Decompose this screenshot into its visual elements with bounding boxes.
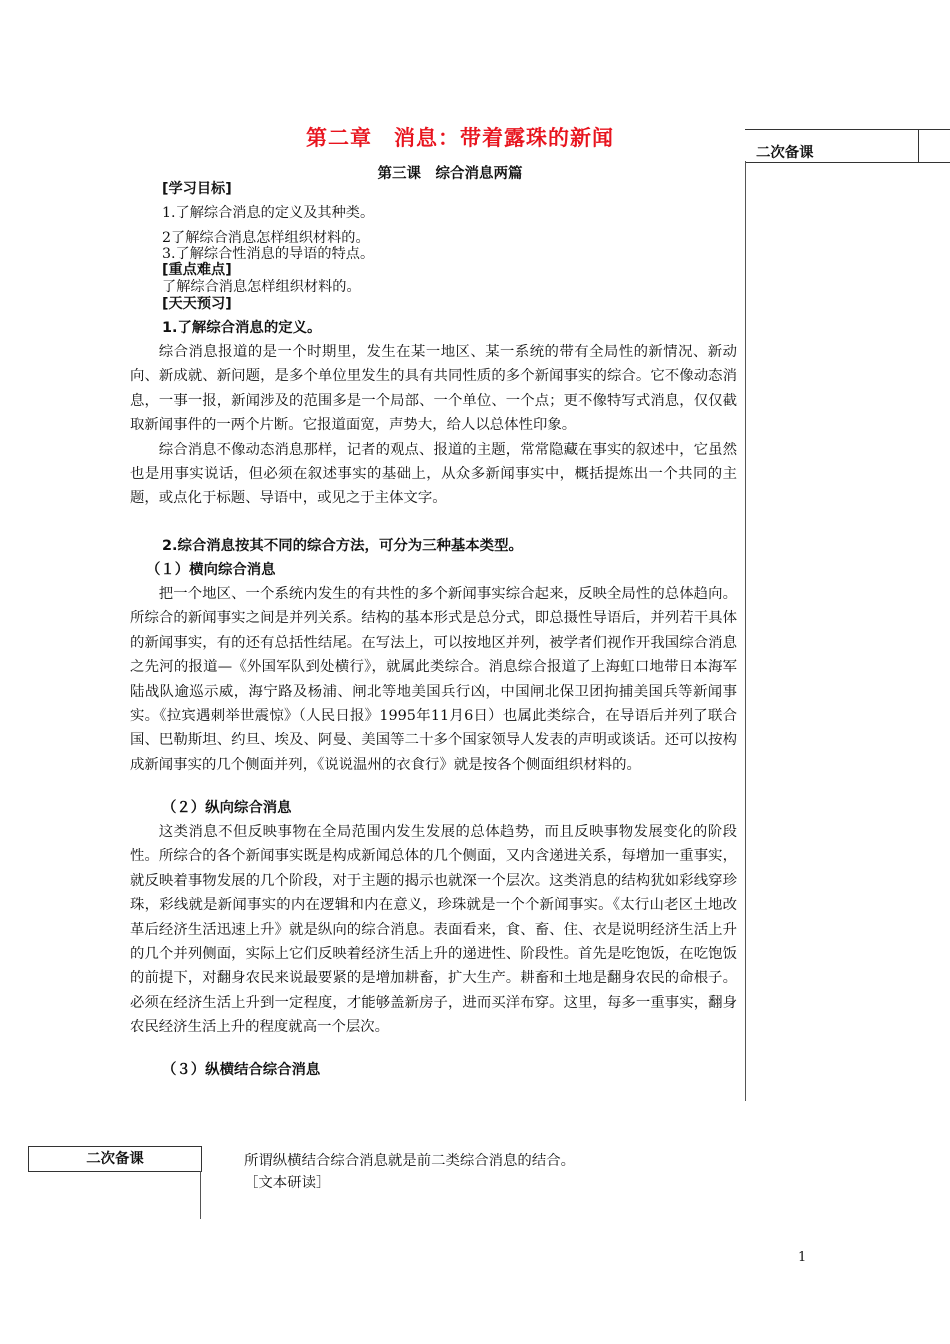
preview-item2-title: 2.综合消息按其不同的综合方法，可分为三种基本类型。 [162,538,523,554]
bottom-divider-line [200,1171,201,1219]
objective-item: 3.了解综合性消息的导语的特点。 [162,246,375,262]
objectives-heading: [学习目标] [162,181,232,197]
key-points-heading: [重点难点] [162,262,232,278]
type-title: （２）纵向综合消息 [162,800,292,816]
paragraph: 把一个地区、一个系统内发生的有共性的多个新闻事实综合起来，反映全局性的总体趋向。所综合的新闻事实之间是并列关系。结构的基本形式是总分式，即总摄性导语后，并列若干具体的新闻事实，有的还有总括性结尾。在写法上，可以按地区并列，被学者们视作开我国综合消息之先河的报道—《外国军队到处横行》，就属此类综合。消息综合报道了上海虹口地带日本海军陆战队逾巡示威，海宁路及杨浦、闸北等地美国兵行凶，中国闸北保卫团拘捕美国兵等新闻事实。《拉宾遇刺举世震惊》（人民日报》1995年11月6日）也属此类综合，在导语后并列了联合国、巴勒斯坦、约旦、埃及、阿曼、美国等二十多个国家领导人发表的声明或谈话。还可以按构成新闻事实的几个侧面并列，《说说温州的衣食行》就是按各个侧面组织材料的。 [130,586,737,773]
type-title: （３）纵横结合综合消息 [162,1062,321,1078]
type-body [130,582,737,777]
preview-heading: [天天预习] [162,296,232,312]
type-title: （１）横向综合消息 [146,562,276,578]
objective-item: 1.了解综合消息的定义及其种类。 [162,205,375,221]
paragraph: 这类消息不但反映事物在全局范围内发生发展的总体趋势，而且反映事物发展变化的阶段性。所综合的各个新闻事实既是构成新闻总体的几个侧面，又内含递进关系，每增加一重事实，就反映着事物发展的几个阶段，对于主题的揭示也就深一个层次。这类消息的结构犹如彩线穿珍珠，彩线就是新闻事实的内在逻辑和内在意义，珍珠就是一个个新闻事实。《太行山老区土地改革后经济生活迅速上升》就是纵向的综合消息。表面看来，食、畜、住、衣是说明经济生活上升的几个并列侧面，实际上它们反映着经济生活上升的递进性、阶段性。首先是吃饱饭，在吃饱饭的前提下，对翻身农民来说最要紧的是增加耕畜，扩大生产。耕畜和土地是翻身农民的命根子。必须在经济生活上升到一定程度，才能够盖新房子，进而买洋布穿。这里，每多一重事实，翻身农民经济生活上升的程度就高一个层次。 [130,824,737,1036]
margin-header-cell-extra [918,129,950,163]
paragraph: 综合消息报道的是一个时期里，发生在某一地区、某一系统的带有全局性的新情况、新动向、新成就、新问题，是多个单位里发生的具有共同性质的多个新闻事实的综合。它不像动态消息，一事一报，新闻涉及的范围多是一个局部、一个单位、一个点；更不像特写式消息，仅仅截取新闻事件的一两个片断。它报道面宽，声势大，给人以总体性印象。 [130,344,737,434]
paragraph: 综合消息不像动态消息那样，记者的观点、报道的主题，常常隐藏在事实的叙述中，它虽然也是用事实说话，但必须在叙述事实的基础上，从众多新闻事实中，概括提炼出一个共同的主题，或点化于标题、导语中，或见之于主体文字。 [130,441,737,507]
objective-item: 2了解综合消息怎样组织材料的。 [162,230,370,246]
chapter-title: 第二章 消息：带着露珠的新闻 [306,126,614,150]
page-number: 1 [798,1250,807,1265]
lesson-title: 第三课 综合消息两篇 [377,166,523,182]
margin-divider-line [745,161,746,1101]
preview-item1-body [130,340,737,511]
margin-label: 二次备课 [756,145,814,161]
bottom-margin-label: 二次备课 [28,1146,202,1172]
study-heading: ［文本研读］ [244,1175,331,1191]
continuation-text: 所谓纵横结合综合消息就是前二类综合消息的结合。 [244,1153,575,1169]
key-points-text: 了解综合消息怎样组织材料的。 [162,279,361,295]
preview-item1-title: 1.了解综合消息的定义。 [162,320,322,336]
type-body [130,820,737,1040]
